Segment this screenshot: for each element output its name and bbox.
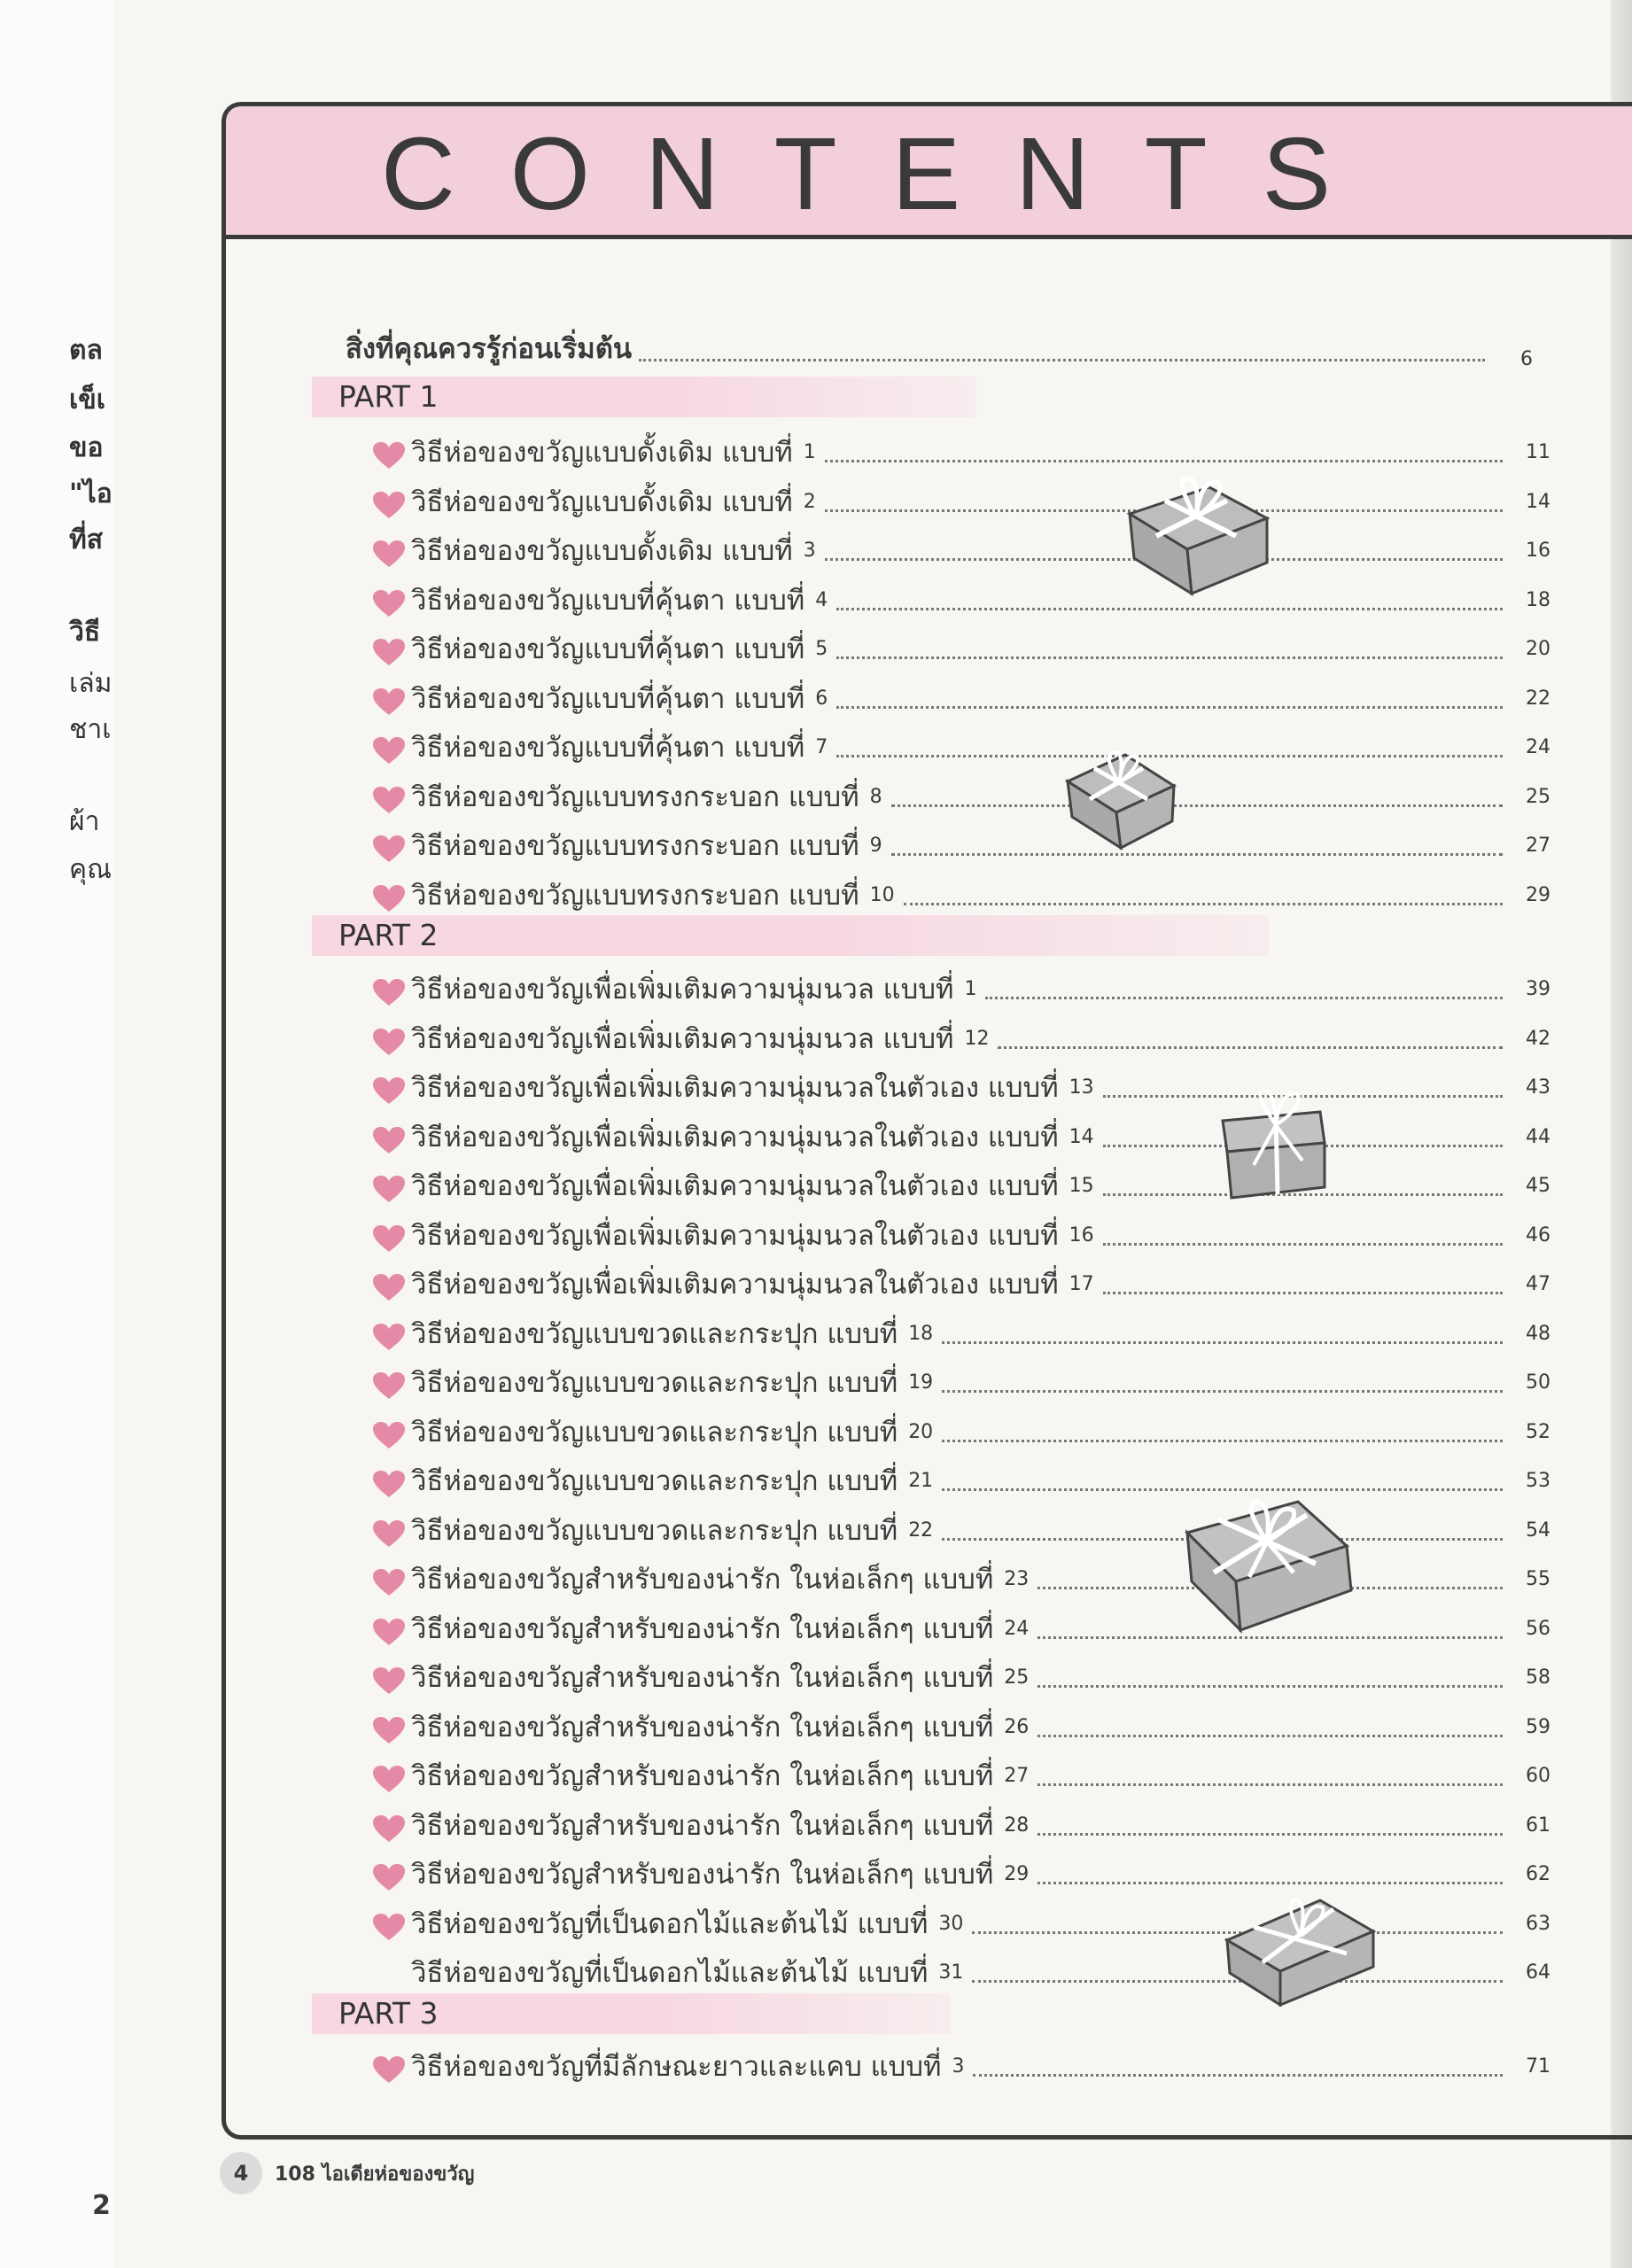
toc-entry-title: วิธีห่อของขวัญเพื่อเพิ่มเติมความนุ่มนวลในตัวเอง แบบที่ (411, 1170, 1059, 1202)
dot-leader (904, 903, 1503, 905)
toc-entry[interactable] (372, 529, 1550, 571)
part-heading-3: PART 3 (312, 1993, 950, 2034)
toc-entry-page-number: 60 (1526, 1765, 1550, 1787)
toc-entry-style-number: 22 (908, 1518, 934, 1542)
heart-icon (372, 580, 411, 621)
toc-entry-title: วิธีห่อของขวัญสำหรับของน่ารัก ในห่อเล็กๆ แบบที่ (411, 1662, 994, 1694)
toc-entry-page-number: 62 (1526, 1863, 1550, 1885)
toc-entry[interactable] (372, 824, 1550, 866)
footer-book-title: 108 ไอเดียห่อของขวัญ (275, 2163, 475, 2186)
dot-leader (891, 804, 1503, 807)
left-page-fragment: เล่ม (69, 668, 113, 699)
toc-entry-style-number: 8 (869, 785, 882, 808)
toc-entry-title: วิธีห่อของขวัญแบบดั้งเดิม แบบที่ (411, 535, 793, 567)
dot-leader (1037, 1685, 1503, 1688)
toc-entry-page-number: 14 (1526, 490, 1550, 513)
heart-icon (372, 1904, 411, 1945)
intro-page-number: 6 (1520, 348, 1533, 370)
toc-entry-title: วิธีห่อของขวัญแบบที่คุ้นตา แบบที่ (411, 732, 805, 764)
toc-entry-style-number: 19 (908, 1371, 934, 1394)
toc-entry-page-number: 39 (1526, 978, 1550, 1000)
heart-icon (372, 679, 411, 719)
toc-entry-title: วิธีห่อของขวัญแบบดั้งเดิม แบบที่ (411, 485, 793, 518)
toc-entry[interactable] (372, 627, 1550, 670)
toc-entry-page-number: 63 (1526, 1912, 1550, 1935)
heart-icon (372, 1511, 411, 1551)
gift-box-icon (1059, 737, 1183, 852)
toc-entry-title: วิธีห่อของขวัญสำหรับของน่ารัก ในห่อเล็กๆ แบบที่ (411, 1564, 994, 1596)
toc-entry[interactable] (372, 1115, 1550, 1158)
heart-icon (372, 1068, 411, 1108)
left-page-fragment: ที่ส (69, 524, 104, 555)
left-page-fragment: ชาเ (69, 714, 112, 745)
heart-icon (372, 1953, 411, 1993)
toc-entry-style-number: 12 (964, 1027, 990, 1050)
toc-entry[interactable] (372, 1509, 1550, 1551)
toc-entry-title: วิธีห่อของขวัญเพื่อเพิ่มเติมความนุ่มนวล แบบที่ (411, 974, 954, 1006)
toc-entry-style-number: 14 (1069, 1125, 1094, 1148)
toc-entry-style-number: 1 (803, 441, 816, 463)
toc-entry[interactable] (372, 967, 1550, 1010)
left-page-fragment: ผ้า (69, 806, 100, 837)
toc-entry-style-number: 18 (908, 1322, 934, 1345)
toc-entry[interactable] (372, 1705, 1550, 1748)
toc-entry-title: วิธีห่อของขวัญแบบขวดและกระปุก แบบที่ (411, 1465, 898, 1497)
toc-entry[interactable] (372, 1410, 1550, 1453)
heart-icon (372, 826, 411, 866)
toc-entry-style-number: 4 (815, 588, 828, 611)
intro-entry[interactable] (346, 326, 1533, 370)
dot-leader (985, 997, 1503, 999)
left-page-fragment: ขอ (69, 432, 104, 463)
toc-entry[interactable] (372, 1607, 1550, 1650)
heart-icon (372, 1166, 411, 1207)
toc-entry[interactable] (372, 726, 1550, 768)
toc-entry[interactable] (372, 1164, 1550, 1207)
toc-entry-style-number: 20 (908, 1420, 934, 1443)
toc-entry-title: วิธีห่อของขวัญเพื่อเพิ่มเติมความนุ่มนวลในตัวเอง แบบที่ (411, 1121, 1059, 1153)
toc-entry-page-number: 20 (1526, 638, 1550, 660)
toc-entry-style-number: 9 (869, 835, 882, 857)
dot-leader (1037, 1882, 1503, 1884)
toc-entry[interactable] (372, 2045, 1550, 2087)
toc-entry-title: วิธีห่อของขวัญแบบทรงกระบอก แบบที่ (411, 781, 859, 813)
part-heading-2: PART 2 (312, 915, 1269, 956)
toc-entry-style-number: 15 (1069, 1175, 1094, 1197)
toc-entry-title: วิธีห่อของขวัญแบบขวดและกระปุก แบบที่ (411, 1416, 898, 1449)
heart-icon (372, 1363, 411, 1403)
toc-entry-title: วิธีห่อของขวัญที่เป็นดอกไม้และต้นไม้ แบบที่ (411, 1907, 929, 1940)
toc-entry-page-number: 44 (1526, 1125, 1550, 1148)
toc-entry-style-number: 6 (815, 687, 828, 710)
toc-entry-page-number: 11 (1526, 441, 1550, 463)
toc-entry[interactable] (372, 1066, 1550, 1108)
heart-icon (372, 969, 411, 1010)
dot-leader (973, 2074, 1503, 2077)
toc-entry-style-number: 26 (1004, 1715, 1030, 1738)
dot-leader (1103, 1292, 1503, 1294)
toc-entry-style-number: 24 (1004, 1617, 1030, 1640)
toc-entry-page-number: 64 (1526, 1961, 1550, 1984)
dot-leader (942, 1390, 1503, 1393)
toc-entry-page-number: 50 (1526, 1371, 1550, 1394)
toc-entry-style-number: 7 (815, 736, 828, 758)
toc-entry-page-number: 16 (1526, 540, 1550, 562)
heart-icon (372, 727, 411, 768)
toc-entry-title: วิธีห่อของขวัญแบบขวดและกระปุก แบบที่ (411, 1514, 898, 1547)
toc-entry-page-number: 24 (1526, 736, 1550, 758)
toc-entry[interactable] (372, 1262, 1550, 1305)
toc-entry[interactable] (372, 1361, 1550, 1403)
dot-leader (942, 1341, 1503, 1344)
toc-entry-page-number: 29 (1526, 883, 1550, 906)
dot-leader (942, 1440, 1503, 1442)
toc-entry-title: วิธีห่อของขวัญเพื่อเพิ่มเติมความนุ่มนวลในตัวเอง แบบที่ (411, 1072, 1059, 1104)
dot-leader (891, 853, 1503, 856)
toc-entry-page-number: 43 (1526, 1076, 1550, 1099)
left-page-fragment: วิธี (69, 617, 101, 648)
left-page-fragment: เข็เ (69, 384, 106, 416)
toc-entry-style-number: 27 (1004, 1765, 1030, 1787)
heart-icon (372, 1314, 411, 1355)
toc-entry-page-number: 59 (1526, 1715, 1550, 1738)
toc-entry-page-number: 45 (1526, 1175, 1550, 1197)
toc-entry-style-number: 17 (1069, 1273, 1094, 1295)
toc-entry-style-number: 30 (938, 1912, 964, 1935)
toc-entry[interactable] (372, 579, 1550, 621)
heart-icon (372, 875, 411, 916)
adjacent-page-number: 2 (92, 2190, 111, 2221)
heart-icon (372, 1609, 411, 1650)
heart-icon (372, 1019, 411, 1060)
toc-entry-style-number: 25 (1004, 1666, 1030, 1689)
heart-icon (372, 482, 411, 523)
toc-entry-style-number: 3 (803, 540, 816, 562)
heart-icon (372, 2047, 411, 2087)
toc-entry-page-number: 52 (1526, 1420, 1550, 1443)
toc-entry-title: วิธีห่อของขวัญที่เป็นดอกไม้และต้นไม้ แบบที่ (411, 1957, 929, 1989)
toc-entry[interactable] (372, 1459, 1550, 1502)
toc-entry-style-number: 3 (952, 2055, 965, 2078)
part-heading-1: PART 1 (312, 377, 976, 417)
toc-entry-style-number: 16 (1069, 1223, 1094, 1247)
heart-icon (372, 1264, 411, 1305)
heart-icon (372, 1707, 411, 1748)
toc-entry-page-number: 56 (1526, 1617, 1550, 1640)
toc-entry-page-number: 58 (1526, 1666, 1550, 1689)
heart-icon (372, 1658, 411, 1698)
heart-icon (372, 1412, 411, 1453)
toc-entry-title: วิธีห่อของขวัญแบบที่คุ้นตา แบบที่ (411, 584, 805, 617)
left-page-fragment: ตล (69, 335, 103, 366)
heart-icon (372, 531, 411, 571)
toc-entry-style-number: 29 (1004, 1863, 1030, 1885)
toc-entry[interactable] (372, 1312, 1550, 1355)
intro-label: สิ่งที่คุณควรรู้ก่อนเริ่มต้น (346, 333, 633, 365)
toc-entry-style-number: 21 (908, 1470, 934, 1492)
toc-entry[interactable] (372, 1557, 1550, 1600)
heart-icon (372, 1854, 411, 1895)
heart-icon (372, 432, 411, 473)
heart-icon (372, 1117, 411, 1158)
toc-entry[interactable] (372, 1656, 1550, 1698)
gift-box-icon (1112, 452, 1280, 598)
toc-entry-page-number: 46 (1526, 1223, 1550, 1247)
toc-entry-title: วิธีห่อของขวัญที่มีลักษณะยาวและแคบ แบบที่ (411, 2051, 942, 2083)
toc-entry-page-number: 27 (1526, 835, 1550, 857)
dot-leader (836, 608, 1503, 610)
toc-entry-page-number: 71 (1526, 2055, 1550, 2078)
toc-entry-title: วิธีห่อของขวัญสำหรับของน่ารัก ในห่อเล็กๆ แบบที่ (411, 1859, 994, 1891)
dot-leader (836, 706, 1503, 709)
toc-entry-title: วิธีห่อของขวัญเพื่อเพิ่มเติมความนุ่มนวลในตัวเอง แบบที่ (411, 1219, 1059, 1252)
dot-leader (639, 359, 1485, 361)
page-footer (220, 2151, 474, 2195)
footer-page-number: 4 (220, 2152, 262, 2194)
gift-box-icon (1223, 1891, 1378, 2007)
toc-entry-page-number: 18 (1526, 588, 1550, 611)
toc-entry-page-number: 53 (1526, 1470, 1550, 1492)
page-title: CONTENTS (381, 116, 1386, 231)
toc-entry-title: วิธีห่อของขวัญแบบที่คุ้นตา แบบที่ (411, 682, 805, 715)
toc-entry[interactable] (372, 677, 1550, 719)
toc-entry-style-number: 13 (1069, 1076, 1094, 1099)
toc-entry-title: วิธีห่อของขวัญแบบทรงกระบอก แบบที่ (411, 879, 859, 912)
toc-entry-title: วิธีห่อของขวัญแบบดั้งเดิม แบบที่ (411, 437, 793, 469)
heart-icon (372, 1559, 411, 1600)
toc-entry-page-number: 48 (1526, 1322, 1550, 1345)
toc-entry-style-number: 5 (815, 638, 828, 660)
dot-leader (1103, 1243, 1503, 1246)
toc-entry[interactable] (372, 775, 1550, 818)
toc-entry-style-number: 2 (803, 490, 816, 513)
toc-entry-title: วิธีห่อของขวัญสำหรับของน่ารัก ในห่อเล็กๆ แบบที่ (411, 1760, 994, 1792)
dot-leader (1037, 1735, 1503, 1737)
toc-entry-title: วิธีห่อของขวัญสำหรับของน่ารัก ในห่อเล็กๆ แบบที่ (411, 1809, 994, 1842)
dot-leader (998, 1046, 1503, 1049)
left-page-fragment: "ไอ (69, 478, 113, 509)
toc-entry-title: วิธีห่อของขวัญแบบขวดและกระปุก แบบที่ (411, 1367, 898, 1399)
heart-icon (372, 1461, 411, 1502)
toc-entry-style-number: 28 (1004, 1814, 1030, 1837)
toc-entry[interactable] (372, 1852, 1550, 1895)
toc-entry-title: วิธีห่อของขวัญแบบที่คุ้นตา แบบที่ (411, 633, 805, 665)
toc-entry-page-number: 54 (1526, 1518, 1550, 1542)
toc-entry-page-number: 25 (1526, 785, 1550, 808)
toc-entry[interactable] (372, 1214, 1550, 1256)
left-page-fragment: คุณ (69, 854, 112, 885)
toc-entry[interactable] (372, 1754, 1550, 1797)
toc-entry-title: วิธีห่อของขวัญสำหรับของน่ารัก ในห่อเล็กๆ แบบที่ (411, 1612, 994, 1645)
heart-icon (372, 1756, 411, 1797)
toc-entry[interactable] (372, 1017, 1550, 1060)
toc-entry-page-number: 55 (1526, 1568, 1550, 1590)
heart-icon (372, 777, 411, 818)
toc-entry-title: วิธีห่อของขวัญเพื่อเพิ่มเติมความนุ่มนวลในตัวเอง แบบที่ (411, 1269, 1059, 1301)
toc-entry[interactable] (372, 480, 1550, 523)
toc-entry[interactable] (372, 431, 1550, 473)
heart-icon (372, 1216, 411, 1256)
toc-entry-style-number: 23 (1004, 1568, 1030, 1590)
toc-entry-page-number: 42 (1526, 1027, 1550, 1050)
dot-leader (836, 656, 1503, 659)
toc-entry-title: วิธีห่อของขวัญแบบทรงกระบอก แบบที่ (411, 830, 859, 862)
toc-entry-style-number: 1 (964, 978, 977, 1000)
toc-entry-style-number: 31 (938, 1961, 964, 1984)
toc-entry[interactable] (372, 1804, 1550, 1846)
dot-leader (1037, 1833, 1503, 1836)
toc-entry-title: วิธีห่อของขวัญเพื่อเพิ่มเติมความนุ่มนวล แบบที่ (411, 1022, 954, 1055)
toc-entry-page-number: 61 (1526, 1814, 1550, 1837)
toc-entry-style-number: 10 (869, 883, 895, 906)
adjacent-page-strip (0, 0, 115, 2268)
dot-leader (942, 1488, 1503, 1491)
toc-entry-page-number: 47 (1526, 1273, 1550, 1295)
toc-entry[interactable] (372, 874, 1550, 916)
toc-entry-title: วิธีห่อของขวัญสำหรับของน่ารัก ในห่อเล็กๆ แบบที่ (411, 1711, 994, 1744)
heart-icon (372, 629, 411, 670)
dot-leader (1037, 1783, 1503, 1786)
gift-box-icon (1214, 1090, 1333, 1205)
heart-icon (372, 1806, 411, 1846)
toc-entry-page-number: 22 (1526, 687, 1550, 710)
gift-box-icon (1183, 1493, 1360, 1639)
toc-entry-title: วิธีห่อของขวัญแบบขวดและกระปุก แบบที่ (411, 1317, 898, 1350)
